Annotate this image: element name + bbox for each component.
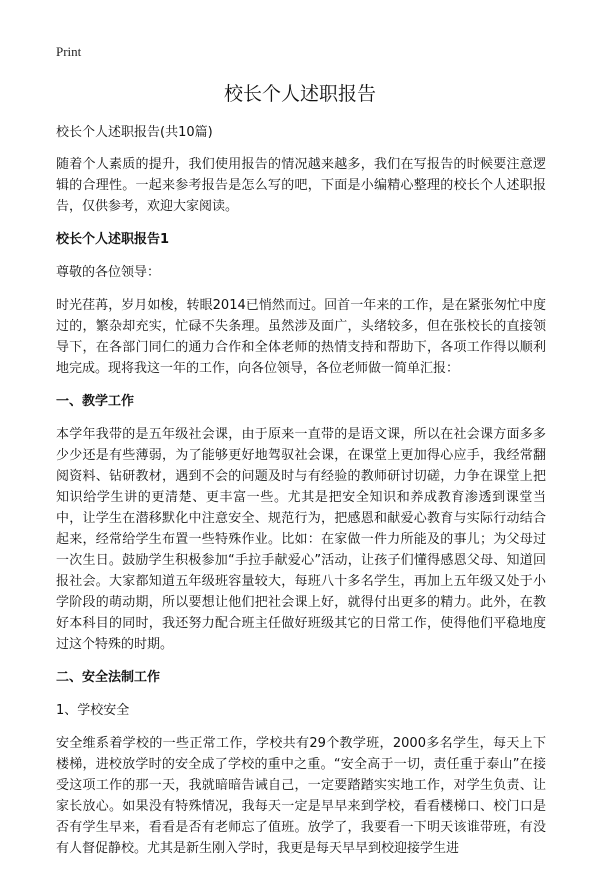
print-link[interactable]: Print bbox=[56, 44, 82, 59]
intro-paragraph: 随着个人素质的提升，我们使用报告的情况越来越多，我们在写报告的时候要注意逻辑的合理性。一起来参考报告是怎么写的吧，下面是小编精心整理的校长个人述职报告，仅供参考，欢迎大家阅读。 bbox=[56, 157, 546, 214]
document-body bbox=[56, 122, 546, 871]
document-title: 校长个人述职报告 bbox=[223, 83, 376, 105]
greeting: 尊敬的各位领导： bbox=[56, 265, 161, 280]
heading-safety: 二、安全法制工作 bbox=[56, 670, 161, 685]
opening-paragraph: 时光荏苒，岁月如梭，转眼2014已悄然而过。回首一年来的工作，是在紧张匆忙中度过的，繁杂却充实，忙碌不失条理。虽然涉及面广，头绪较多，但在张校长的直接领导下，在各部门同仁的通力合作和全体老师的热情支持和帮助下，各项工作得以顺利地完成。现将我这一年的工作，向各位领导，各位老师做一简单汇报： bbox=[56, 298, 546, 376]
teaching-paragraph: 本学年我带的是五年级社会课，由于原来一直带的是语文课，所以在社会课方面多多少少还是有些薄弱，为了能够更好地驾驭社会课，在课堂上更加得心应手，我经常翻阅资料、钻研教材，遇到不会的问题及时与有经验的教师研讨切磋，力争在课堂上把知识给学生讲的更清楚、更丰富一些。尤其是把安全知识和养成教育渗透到课堂当中，让学生在潜移默化中注意安全、规范行为，把感恩和献爱心教育与实际行动结合起来，经常给学生布置一些特殊作业。比如：在家做一件力所能及的事儿；为父母过一次生日。鼓励学生积极参加“手拉手献爱心”活动，让孩子们懂得感恩父母、知道回报社会。大家都知道五年级班容量较大，每班八十多名学生，再加上五年级又处于小学阶段的萌动期，所以要想让他们把社会课上好，就得付出更多的精力。此外，在教好本科目的同时，我还努力配合班主任做好班级其它的日常工作，使得他们平稳地度过这个特殊的时期。 bbox=[56, 427, 546, 652]
safety-paragraph: 安全维系着学校的一些正常工作，学校共有29个教学班，2000多名学生，每天上下楼梯，进校放学时的安全成了学校的重中之重。“安全高于一切，责任重于泰山”在接受这项工作的那一天，我就暗暗告诫自己，一定要踏踏实实地工作，对学生负责、让家长放心。如果没有特殊情况，我每天一定是早早来到学校，看看楼梯口、校门口是否有学生早来，看看是否有老师忘了值班。放学了，我要看一下明天该谁带班，有没有人督促静校。尤其是新生刚入学时，我更是每天早早到校迎接学生进 bbox=[56, 736, 546, 856]
heading-teaching: 一、教学工作 bbox=[56, 394, 135, 409]
sub-heading-school-safety: 1、学校安全 bbox=[56, 703, 130, 718]
section-title: 校长个人述职报告1 bbox=[56, 232, 170, 247]
document-subtitle: 校长个人述职报告(共10篇) bbox=[56, 125, 213, 140]
